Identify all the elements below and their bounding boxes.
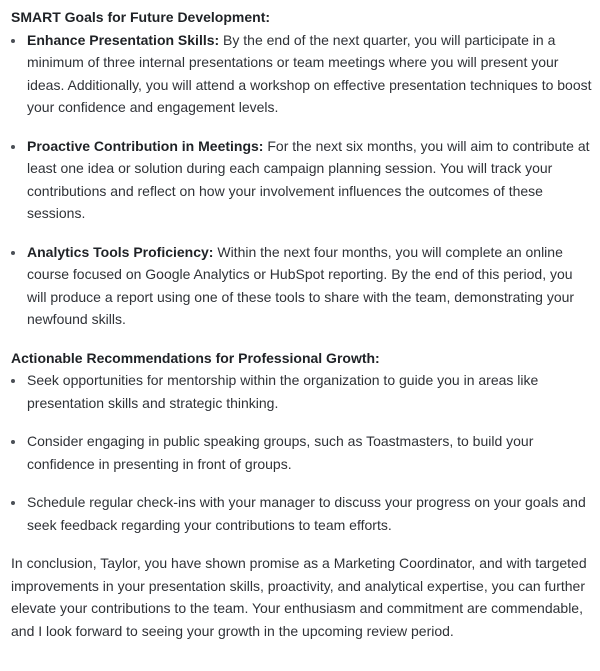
bullet-icon [11, 145, 15, 149]
conclusion-paragraph: In conclusion, Taylor, you have shown promise as a Marketing Coordinator, and with targeted improvements in your presentation skills, proactivity, and analytical expertise, you can further elevate your contributions to the team. Your enthusiasm and commitment are commendable, and I look forward to seeing your growth in the upcoming review period. [11, 555, 587, 639]
list-item [11, 369, 600, 414]
list-item [11, 430, 600, 475]
recommendation-text: Consider engaging in public speaking groups, such as Toastmasters, to build your confidence in presenting in front of groups. [27, 433, 534, 472]
list-item [11, 29, 600, 119]
recommendations-list [11, 369, 600, 536]
list-item [11, 491, 600, 536]
bullet-icon [11, 440, 15, 444]
goal-label: Analytics Tools Proficiency: [27, 243, 214, 260]
list-item [11, 135, 600, 225]
smart-goals-heading: SMART Goals for Future Development: [11, 9, 271, 25]
recommendations-heading: Actionable Recommendations for Professional Growth: [11, 349, 380, 366]
bullet-icon [11, 39, 15, 43]
list-item [11, 241, 600, 331]
bullet-icon [11, 379, 15, 383]
smart-goals-list [11, 29, 600, 331]
bullet-icon [11, 251, 15, 255]
bullet-icon [11, 501, 15, 505]
goal-label: Proactive Contribution in Meetings: [27, 137, 264, 154]
goal-text: Within the next four months, you will complete an online course focused on Google Analytics or HubSpot reporting. By the end of this period, you will produce a report using one of these tools to share with the team, demonstrating your newfound skills. [27, 243, 575, 327]
goal-text: By the end of the next quarter, you will participate in a minimum of three internal presentations or team meetings where you will present your ideas. Additionally, you will attend a workshop on effective presentation techniques to boost your confidence and engagement levels. [27, 31, 592, 115]
goal-text: For the next six months, you will aim to contribute at least one idea or solution during each campaign planning session. You will track your contributions and reflect on how your involvement influences the outcomes of these sessions. [27, 137, 590, 221]
goal-label: Enhance Presentation Skills: [27, 31, 220, 48]
recommendation-text: Schedule regular check-ins with your manager to discuss your progress on your goals and seek feedback regarding your contributions to team efforts. [27, 494, 586, 533]
recommendation-text: Seek opportunities for mentorship within the organization to guide you in areas like presentation skills and strategic thinking. [27, 372, 539, 411]
